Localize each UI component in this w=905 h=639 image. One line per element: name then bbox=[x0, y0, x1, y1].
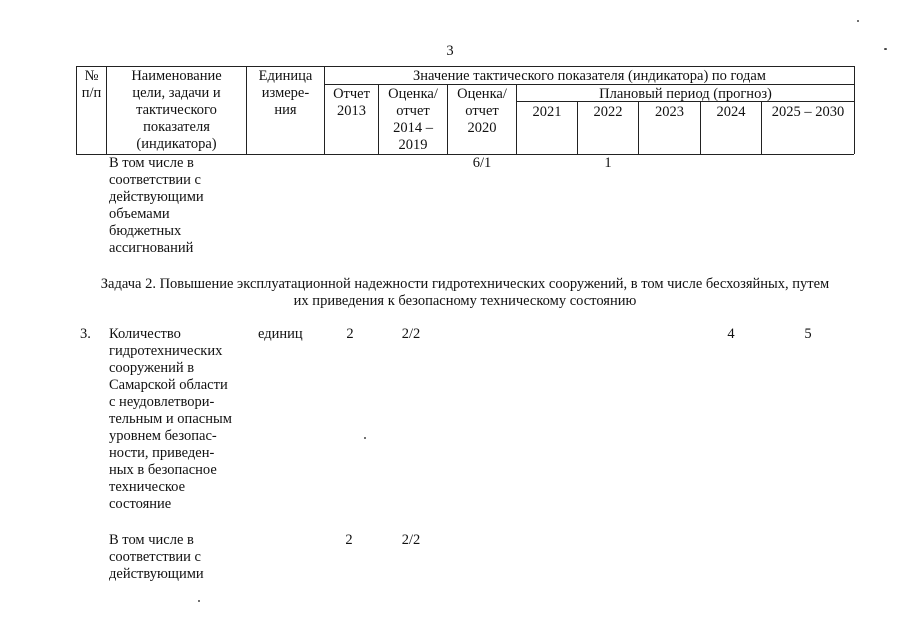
row-number: 3. bbox=[80, 326, 91, 342]
header-estimate-2020: Оценка/ отчет 2020 bbox=[457, 86, 507, 136]
header-year-2025-2030: 2025 – 2030 bbox=[771, 104, 845, 120]
scan-speck bbox=[857, 20, 859, 22]
header-year-2024: 2024 bbox=[716, 104, 746, 120]
row-value-2013: 2 bbox=[346, 326, 354, 342]
header-year-2023: 2023 bbox=[655, 104, 684, 120]
header-values-group: Значение тактического показателя (индикатора) по годам bbox=[413, 68, 766, 84]
row-unit: единиц bbox=[258, 326, 303, 342]
scan-speck bbox=[198, 600, 200, 602]
row-value-2022: 1 bbox=[604, 155, 612, 171]
row-value-2024: 4 bbox=[727, 326, 735, 342]
task-2-heading: Задача 2. Повышение эксплуатационной надежности гидротехнических сооружений, в том числе бесхозяйных, путем их приведения к безопасному техническому состоянию bbox=[100, 276, 830, 309]
header-year-2022: 2022 bbox=[593, 104, 623, 120]
row-name: Количество гидротехнических сооружений в Самарской области с неудовлетвори- тельным и опасным уровнем безопас- ности, приведен- ных в безопасное техническое состояние bbox=[109, 326, 232, 512]
header-report-2013: Отчет 2013 bbox=[333, 86, 370, 119]
header-name: Наименование цели, задачи и тактического показателя (индикатора) bbox=[131, 68, 222, 152]
header-estimate-2014-2019: Оценка/ отчет 2014 – 2019 bbox=[388, 86, 438, 153]
header-top-border bbox=[76, 66, 854, 67]
row-value-2020: 6/1 bbox=[472, 155, 492, 171]
row-name: В том числе в соответствии с действующими объемами бюджетных ассигнований bbox=[109, 155, 204, 256]
header-plan-group: Плановый период (прогноз) bbox=[599, 86, 772, 102]
row-value-2013: 2 bbox=[345, 532, 353, 548]
row-name: В том числе в соответствии с действующими bbox=[109, 532, 204, 582]
row-value-2014-2019: 2/2 bbox=[401, 326, 421, 342]
page-number: 3 bbox=[446, 43, 454, 59]
scan-speck bbox=[364, 437, 366, 439]
header-year-2021: 2021 bbox=[532, 104, 562, 120]
header-unit: Единица измере- ния bbox=[258, 68, 313, 118]
col-border bbox=[854, 66, 855, 154]
row-value-2014-2019: 2/2 bbox=[401, 532, 421, 548]
header-num: № п/п bbox=[81, 68, 102, 101]
scan-speck bbox=[884, 48, 887, 50]
row-value-2025-2030: 5 bbox=[804, 326, 812, 342]
